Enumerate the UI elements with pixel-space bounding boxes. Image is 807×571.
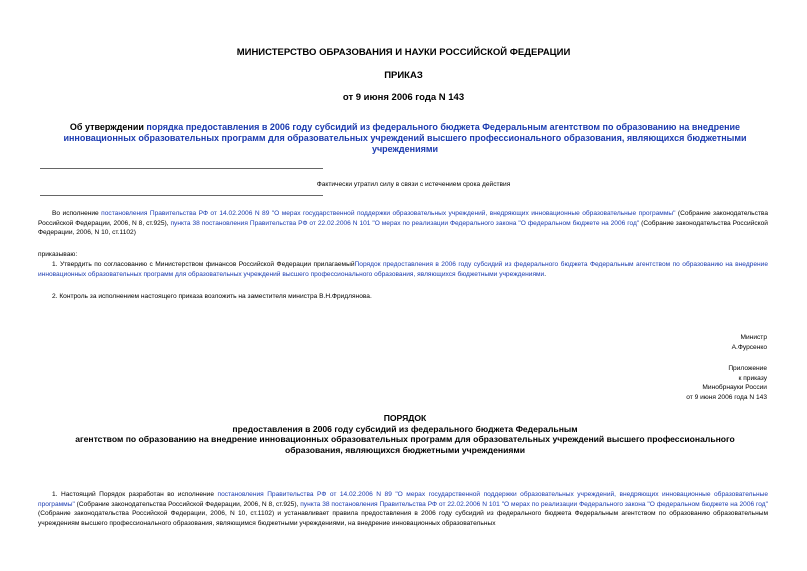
item-1-end: . xyxy=(544,270,547,278)
item-2-text: 2. Контроль за исполнением настоящего приказа возложить на заместителя министра В.Н.Фридлянова. xyxy=(52,293,372,300)
status-note: Фактически утратил силу в связи с истечением срока действия xyxy=(316,181,511,188)
appendix-line-2: к приказу xyxy=(738,374,767,382)
section-1-text-1: 1. Настоящий Порядок разработан во исполнение xyxy=(52,491,218,498)
poryadok-heading: ПОРЯДОК xyxy=(383,413,427,423)
signature-position: Министр xyxy=(740,334,767,341)
order-word: приказываю: xyxy=(38,251,78,258)
poryadok-line-3: образования, являющихся бюджетными учреждениями xyxy=(284,444,526,455)
title-link[interactable]: порядка предоставления в 2006 году субсидий из федерального бюджета Федеральным агентством по образованию на внедрение инновационных образовательных программ для образовательных учреждений высшего профессионального образования, являющихся бюджетными учреждениями xyxy=(63,122,747,154)
poryadok-line-2: агентством по образованию на внедрение инновационных образовательных программ для образовательных учреждений высшего профессионального xyxy=(75,434,735,444)
preamble-link-decree-89[interactable]: постановления Правительства РФ от 14.02.2006 N 89 "О мерах государственной поддержки образовательных учреждений, внедряющих инновационные образовательные программы" xyxy=(101,210,676,217)
appendix-block xyxy=(686,364,767,402)
preamble-text-1: Во исполнение xyxy=(52,210,102,217)
doc-type-heading: ПРИКАЗ xyxy=(384,70,423,81)
section-1-text-2: (Собрание законодательства Российской Федерации, 2006, N 8, ст.925), xyxy=(74,500,301,508)
signature-name: А.Фурсенко xyxy=(731,343,767,351)
item-2-paragraph xyxy=(38,292,768,302)
ministry-heading: МИНИСТЕРСТВО ОБРАЗОВАНИЯ И НАУКИ РОССИЙСКОЙ ФЕДЕРАЦИИ xyxy=(236,47,571,58)
section-1-link-decree-89[interactable]: постановления Правительства РФ от 14.02.2006 N 89 "О мерах государственной поддержки образовательных учреждений, внедряющих инновационные образовательные программы" xyxy=(38,491,769,508)
divider-top xyxy=(40,168,323,169)
section-1-paragraph xyxy=(38,490,768,528)
preamble-text-3: (Собрание законодательства Российской Федерации, 2006, N 10, ст.1102) xyxy=(38,219,768,236)
item-1-text: 1. Утвердить по согласованию с Министерством финансов Российской Федерации прилагаемый xyxy=(52,261,355,268)
poryadok-heading-block xyxy=(30,413,780,455)
divider-bottom xyxy=(40,195,323,196)
poryadok-line-1: предоставления в 2006 году субсидий из федерального бюджета Федеральным xyxy=(232,423,578,434)
preamble-paragraph xyxy=(38,209,768,238)
title-prefix: Об утверждении xyxy=(69,122,147,132)
document-title xyxy=(60,122,750,155)
doc-date-number: от 9 июня 2006 года N 143 xyxy=(342,92,465,103)
signature-block xyxy=(732,333,767,352)
preamble-link-decree-101[interactable]: пункта 38 постановления Правительства РФ от 22.02.2006 N 101 "О мерах по реализации Федерального закона "О федеральном бюджете на 2006 год" xyxy=(170,219,640,227)
appendix-line-4: от 9 июня 2006 года N 143 xyxy=(686,393,767,401)
section-1-text-3: (Собрание законодательства Российской Федерации, 2006, N 10, ст.1102) и устанавливает правила предоставления в 2006 году субсидий из федерального бюджета Федеральным агентством по образованию образовательным учреждениям высшего профессионального образования, являющимся бюджетными учреждениями, на внедрение инновационных образовательных xyxy=(38,510,768,527)
appendix-line-3: Минобрнауки России xyxy=(702,384,767,391)
section-1-link-decree-101[interactable]: пункта 38 постановления Правительства РФ от 22.02.2006 N 101 "О мерах по реализации Федерального закона "О федеральном бюджете на 2006 год" xyxy=(300,500,768,508)
item-1-paragraph xyxy=(38,260,768,279)
preamble-text-2: (Собрание законодательства Российской Федерации, 2006, N 8, ст.925), xyxy=(38,210,768,227)
appendix-line-1: Приложение xyxy=(728,365,767,372)
item-1-poryadok-link[interactable]: Порядок предоставления в 2006 году субсидий из федерального бюджета Федеральным агентством по образованию на внедрение инновационных образовательных программ для образовательных учреждений высшего профессионального образования, являющихся бюджетными учреждениями xyxy=(38,261,769,278)
